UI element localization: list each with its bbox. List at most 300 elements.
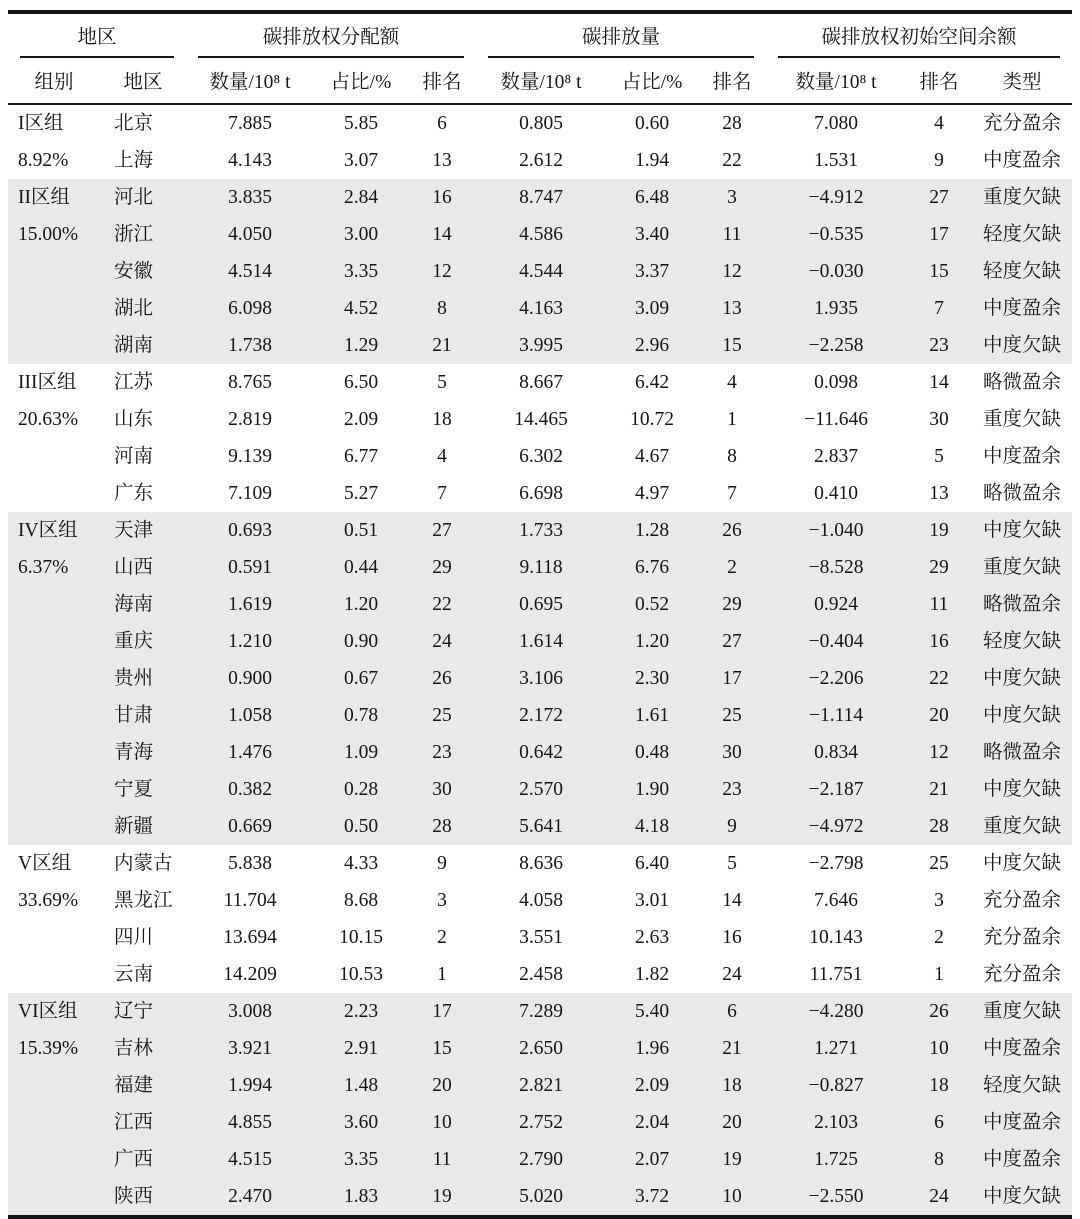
table-row [8, 956, 1072, 993]
sub-header-row [8, 58, 1072, 104]
balance-type-cell: 中度欠缺 [972, 327, 1072, 364]
alloc-share-cell: 1.09 [314, 734, 408, 771]
balance-type-cell: 轻度欠缺 [972, 253, 1072, 290]
balance-qty-cell: 2.837 [814, 446, 858, 467]
alloc-rank-cell: 20 [408, 1067, 476, 1104]
alloc-qty-cell: 6.098 [186, 290, 314, 327]
alloc-share-cell: 0.28 [314, 771, 408, 808]
table-row [8, 845, 1072, 882]
emis-qty-cell: 1.614 [476, 623, 606, 660]
balance-type-cell: 略微盈余 [983, 372, 1062, 393]
balance-type-cell: 重度欠缺 [972, 993, 1072, 1030]
balance-rank-cell: 3 [934, 890, 944, 911]
emis-rank-cell: 1 [727, 409, 737, 430]
alloc-qty-cell: 0.900 [186, 660, 314, 697]
group-label-cell [8, 993, 100, 1217]
alloc-share-cell: 2.09 [343, 409, 379, 430]
balance-rank-cell: 13 [929, 483, 949, 504]
emis-share-cell: 4.18 [606, 808, 698, 845]
balance-type-cell: 重度欠缺 [972, 808, 1072, 845]
balance-type-cell: 中度盈余 [972, 1104, 1072, 1141]
balance-rank-cell: 25 [929, 853, 949, 874]
col-header-region: 地区 [100, 58, 186, 104]
emis-share-cell: 3.72 [606, 1178, 698, 1217]
region-cell: 北京 [114, 113, 154, 134]
alloc-rank-cell: 27 [408, 512, 476, 549]
emis-share-cell: 0.48 [606, 734, 698, 771]
table-header [8, 12, 1072, 104]
balance-qty-cell: −1.114 [766, 697, 906, 734]
alloc-qty-cell: 0.382 [186, 771, 314, 808]
alloc-share-cell: 10.53 [339, 964, 383, 985]
region-cell: 江苏 [114, 372, 154, 393]
balance-qty-cell: −1.040 [766, 512, 906, 549]
region-cell: 山东 [114, 409, 154, 430]
balance-qty-cell: −0.827 [766, 1067, 906, 1104]
region-cell: 陕西 [100, 1178, 186, 1217]
region-cell: 江西 [100, 1104, 186, 1141]
emis-share-cell: 0.52 [606, 586, 698, 623]
alloc-rank-cell: 15 [408, 1030, 476, 1067]
alloc-rank-cell: 12 [408, 253, 476, 290]
alloc-qty-cell: 3.008 [186, 993, 314, 1030]
group-percent: 33.69% [18, 890, 79, 911]
col-header-alloc-qty: 数量/10⁸ t [186, 58, 314, 104]
alloc-rank-cell: 25 [408, 697, 476, 734]
table-body [8, 104, 1072, 1217]
alloc-qty-cell: 2.470 [186, 1178, 314, 1217]
group-name: III区组 [18, 372, 77, 393]
region-cell: 福建 [100, 1067, 186, 1104]
emis-rank-cell: 9 [698, 808, 766, 845]
balance-rank-cell: 18 [906, 1067, 972, 1104]
region-cell: 海南 [100, 586, 186, 623]
balance-rank-cell: 16 [906, 623, 972, 660]
balance-qty-cell: 2.103 [766, 1104, 906, 1141]
alloc-share-cell: 3.35 [314, 253, 408, 290]
balance-qty-cell: −2.187 [766, 771, 906, 808]
emis-rank-cell: 3 [698, 179, 766, 216]
group-percent: 15.39% [18, 1038, 79, 1059]
region-cell: 湖北 [100, 290, 186, 327]
table-row [8, 179, 1072, 216]
col-header-balance-rank: 排名 [906, 58, 972, 104]
alloc-rank-cell: 24 [408, 623, 476, 660]
alloc-rank-cell: 14 [408, 216, 476, 253]
region-cell: 宁夏 [100, 771, 186, 808]
emis-qty-cell: 2.172 [476, 697, 606, 734]
emis-share-cell: 1.94 [634, 150, 670, 171]
region-cell: 云南 [114, 964, 154, 985]
alloc-qty-cell: 5.838 [228, 853, 272, 874]
balance-qty-cell: −0.535 [766, 216, 906, 253]
group-percent: 20.63% [18, 409, 79, 430]
group-label-cell [8, 512, 100, 845]
alloc-share-cell: 1.20 [314, 586, 408, 623]
alloc-share-cell: 1.29 [314, 327, 408, 364]
alloc-qty-cell: 4.855 [186, 1104, 314, 1141]
alloc-rank-cell: 18 [432, 409, 452, 430]
balance-qty-cell: 1.725 [766, 1141, 906, 1178]
emis-rank-cell: 22 [722, 150, 742, 171]
region-cell: 内蒙古 [114, 853, 173, 874]
balance-type-cell: 轻度欠缺 [972, 623, 1072, 660]
balance-type-cell: 轻度欠缺 [972, 1067, 1072, 1104]
alloc-share-cell: 0.78 [314, 697, 408, 734]
emis-rank-cell: 16 [722, 927, 742, 948]
col-header-emis-qty: 数量/10⁸ t [476, 58, 606, 104]
alloc-qty-cell: 7.109 [228, 483, 272, 504]
emis-rank-cell: 8 [727, 446, 737, 467]
table-row [8, 1141, 1072, 1178]
emis-share-cell: 3.37 [606, 253, 698, 290]
emis-rank-cell: 21 [698, 1030, 766, 1067]
emis-share-cell: 6.42 [634, 372, 670, 393]
emis-qty-cell: 4.586 [476, 216, 606, 253]
table-row [8, 327, 1072, 364]
region-cell: 黑龙江 [114, 890, 173, 911]
emis-rank-cell: 24 [722, 964, 742, 985]
region-cell: 河北 [100, 179, 186, 216]
emis-share-cell: 1.20 [606, 623, 698, 660]
region-cell: 辽宁 [100, 993, 186, 1030]
balance-qty-cell: −11.646 [804, 409, 868, 430]
balance-rank-cell: 12 [906, 734, 972, 771]
alloc-share-cell: 1.83 [314, 1178, 408, 1217]
alloc-rank-cell: 7 [437, 483, 447, 504]
balance-rank-cell: 2 [934, 927, 944, 948]
balance-rank-cell: 23 [906, 327, 972, 364]
balance-rank-cell: 19 [906, 512, 972, 549]
emis-qty-cell: 2.650 [476, 1030, 606, 1067]
emis-qty-cell: 5.641 [476, 808, 606, 845]
region-cell: 贵州 [100, 660, 186, 697]
balance-qty-cell: −0.404 [766, 623, 906, 660]
balance-rank-cell: 15 [906, 253, 972, 290]
balance-type-cell: 中度欠缺 [983, 853, 1062, 874]
balance-type-cell: 中度欠缺 [972, 1178, 1072, 1217]
region-cell: 甘肃 [100, 697, 186, 734]
balance-type-cell: 充分盈余 [983, 964, 1062, 985]
balance-type-cell: 中度欠缺 [972, 660, 1072, 697]
balance-qty-cell: 1.271 [766, 1030, 906, 1067]
col-group-emissions: 碳排放量 [476, 12, 766, 58]
balance-rank-cell: 29 [906, 549, 972, 586]
emis-share-cell: 6.40 [634, 853, 670, 874]
balance-rank-cell: 27 [906, 179, 972, 216]
emis-rank-cell: 7 [727, 483, 737, 504]
group-name: IV区组 [18, 520, 78, 541]
emis-rank-cell: 2 [698, 549, 766, 586]
emis-share-cell: 2.09 [606, 1067, 698, 1104]
balance-type-cell: 中度欠缺 [972, 697, 1072, 734]
emis-qty-cell: 2.612 [519, 150, 563, 171]
emis-rank-cell: 30 [698, 734, 766, 771]
balance-type-cell: 中度盈余 [972, 1030, 1072, 1067]
group-name: II区组 [18, 187, 70, 208]
emis-share-cell: 6.76 [606, 549, 698, 586]
balance-rank-cell: 11 [906, 586, 972, 623]
alloc-share-cell: 2.84 [314, 179, 408, 216]
alloc-share-cell: 3.35 [314, 1141, 408, 1178]
balance-rank-cell: 20 [906, 697, 972, 734]
region-cell: 安徽 [100, 253, 186, 290]
group-label-cell [8, 104, 100, 179]
table-row [8, 808, 1072, 845]
carbon-allocation-table [8, 10, 1072, 1219]
alloc-rank-cell: 19 [408, 1178, 476, 1217]
alloc-rank-cell: 22 [408, 586, 476, 623]
balance-rank-cell: 17 [906, 216, 972, 253]
emis-qty-cell: 14.465 [514, 409, 568, 430]
alloc-rank-cell: 10 [408, 1104, 476, 1141]
table-row [8, 512, 1072, 549]
emis-rank-cell: 5 [727, 853, 737, 874]
alloc-qty-cell: 1.619 [186, 586, 314, 623]
region-cell: 广西 [100, 1141, 186, 1178]
table-row [8, 697, 1072, 734]
emis-rank-cell: 29 [698, 586, 766, 623]
alloc-rank-cell: 30 [408, 771, 476, 808]
balance-type-cell: 中度盈余 [972, 1141, 1072, 1178]
alloc-qty-cell: 4.143 [228, 150, 272, 171]
group-name: V区组 [18, 853, 72, 874]
alloc-share-cell: 3.60 [314, 1104, 408, 1141]
balance-type-cell: 略微盈余 [972, 734, 1072, 771]
balance-type-cell: 轻度欠缺 [972, 216, 1072, 253]
emis-rank-cell: 13 [698, 290, 766, 327]
balance-type-cell: 中度盈余 [972, 290, 1072, 327]
balance-qty-cell: −2.550 [766, 1178, 906, 1217]
balance-qty-cell: 1.531 [814, 150, 858, 171]
emis-qty-cell: 3.106 [476, 660, 606, 697]
group-label-cell [8, 364, 100, 512]
balance-type-cell: 重度欠缺 [972, 179, 1072, 216]
balance-rank-cell: 7 [906, 290, 972, 327]
emis-share-cell: 1.90 [606, 771, 698, 808]
alloc-qty-cell: 1.210 [186, 623, 314, 660]
alloc-share-cell: 0.90 [314, 623, 408, 660]
group-percent: 15.00% [18, 224, 79, 245]
alloc-qty-cell: 13.694 [223, 927, 277, 948]
balance-rank-cell: 1 [934, 964, 944, 985]
alloc-qty-cell: 2.819 [228, 409, 272, 430]
alloc-share-cell: 0.51 [314, 512, 408, 549]
alloc-qty-cell: 1.058 [186, 697, 314, 734]
emis-share-cell: 4.97 [634, 483, 670, 504]
emis-qty-cell: 2.790 [476, 1141, 606, 1178]
region-cell: 湖南 [100, 327, 186, 364]
alloc-rank-cell: 16 [408, 179, 476, 216]
table-row [8, 1030, 1072, 1067]
balance-type-cell: 中度欠缺 [972, 771, 1072, 808]
balance-qty-cell: 7.080 [814, 113, 858, 134]
alloc-rank-cell: 2 [437, 927, 447, 948]
group-percent: 8.92% [18, 150, 69, 171]
emis-rank-cell: 18 [698, 1067, 766, 1104]
table-row [8, 549, 1072, 586]
table-row [8, 586, 1072, 623]
emis-qty-cell: 3.551 [519, 927, 563, 948]
alloc-rank-cell: 8 [408, 290, 476, 327]
emis-qty-cell: 0.805 [519, 113, 563, 134]
balance-qty-cell: −4.280 [766, 993, 906, 1030]
alloc-qty-cell: 0.669 [186, 808, 314, 845]
alloc-share-cell: 2.23 [314, 993, 408, 1030]
region-cell: 天津 [100, 512, 186, 549]
emis-qty-cell: 0.695 [476, 586, 606, 623]
alloc-qty-cell: 4.514 [186, 253, 314, 290]
balance-type-cell: 充分盈余 [983, 927, 1062, 948]
table-row [8, 993, 1072, 1030]
balance-qty-cell: 0.924 [766, 586, 906, 623]
region-cell: 广东 [114, 483, 154, 504]
alloc-share-cell: 0.44 [314, 549, 408, 586]
emis-share-cell: 1.96 [606, 1030, 698, 1067]
emis-qty-cell: 9.118 [476, 549, 606, 586]
emis-qty-cell: 4.058 [519, 890, 563, 911]
emis-share-cell: 1.82 [634, 964, 670, 985]
table-row [8, 364, 1072, 401]
region-cell: 浙江 [100, 216, 186, 253]
alloc-qty-cell: 7.885 [228, 113, 272, 134]
emis-share-cell: 3.09 [606, 290, 698, 327]
emis-rank-cell: 11 [698, 216, 766, 253]
alloc-share-cell: 1.48 [314, 1067, 408, 1104]
region-cell: 四川 [114, 927, 154, 948]
col-header-alloc-rank: 排名 [408, 58, 476, 104]
balance-qty-cell: −8.528 [766, 549, 906, 586]
emis-share-cell: 4.67 [634, 446, 670, 467]
balance-rank-cell: 30 [929, 409, 949, 430]
alloc-rank-cell: 21 [408, 327, 476, 364]
alloc-rank-cell: 3 [437, 890, 447, 911]
alloc-rank-cell: 9 [437, 853, 447, 874]
balance-type-cell: 略微盈余 [972, 586, 1072, 623]
balance-qty-cell: 7.646 [814, 890, 858, 911]
alloc-rank-cell: 13 [432, 150, 452, 171]
alloc-rank-cell: 29 [408, 549, 476, 586]
emis-rank-cell: 19 [698, 1141, 766, 1178]
balance-type-cell: 重度欠缺 [972, 549, 1072, 586]
balance-qty-cell: −2.206 [766, 660, 906, 697]
emis-rank-cell: 23 [698, 771, 766, 808]
emis-qty-cell: 5.020 [476, 1178, 606, 1217]
emis-rank-cell: 25 [698, 697, 766, 734]
col-header-emis-share: 占比/% [606, 58, 698, 104]
emis-qty-cell: 6.302 [519, 446, 563, 467]
region-cell: 河南 [114, 446, 154, 467]
emis-share-cell: 3.01 [634, 890, 670, 911]
group-percent: 6.37% [18, 557, 69, 578]
alloc-qty-cell: 1.738 [186, 327, 314, 364]
table-row [8, 1104, 1072, 1141]
region-cell: 青海 [100, 734, 186, 771]
emis-rank-cell: 14 [722, 890, 742, 911]
table-row [8, 104, 1072, 142]
emis-share-cell: 2.63 [634, 927, 670, 948]
alloc-share-cell: 4.52 [314, 290, 408, 327]
col-group-allocation: 碳排放权分配额 [186, 12, 476, 58]
balance-rank-cell: 14 [929, 372, 949, 393]
balance-rank-cell: 24 [906, 1178, 972, 1217]
alloc-qty-cell: 0.591 [186, 549, 314, 586]
emis-qty-cell: 1.733 [476, 512, 606, 549]
emis-qty-cell: 7.289 [476, 993, 606, 1030]
table-row [8, 882, 1072, 919]
region-cell: 吉林 [100, 1030, 186, 1067]
emis-qty-cell: 4.544 [476, 253, 606, 290]
balance-rank-cell: 21 [906, 771, 972, 808]
emis-share-cell: 1.61 [606, 697, 698, 734]
emis-qty-cell: 2.821 [476, 1067, 606, 1104]
balance-qty-cell: 10.143 [809, 927, 863, 948]
table-row [8, 253, 1072, 290]
table-row [8, 660, 1072, 697]
emis-share-cell: 2.07 [606, 1141, 698, 1178]
emis-rank-cell: 10 [698, 1178, 766, 1217]
group-label-cell [8, 845, 100, 993]
emis-rank-cell: 17 [698, 660, 766, 697]
alloc-rank-cell: 23 [408, 734, 476, 771]
alloc-share-cell: 3.07 [343, 150, 379, 171]
emis-share-cell: 1.28 [606, 512, 698, 549]
alloc-rank-cell: 6 [437, 113, 447, 134]
alloc-share-cell: 8.68 [343, 890, 379, 911]
emis-share-cell: 6.48 [606, 179, 698, 216]
table-row [8, 401, 1072, 438]
alloc-qty-cell: 1.476 [186, 734, 314, 771]
balance-qty-cell: −4.972 [766, 808, 906, 845]
emis-rank-cell: 12 [698, 253, 766, 290]
emis-share-cell: 2.30 [606, 660, 698, 697]
table-row [8, 919, 1072, 956]
region-cell: 上海 [114, 150, 154, 171]
emis-qty-cell: 6.698 [519, 483, 563, 504]
balance-type-cell: 充分盈余 [983, 890, 1062, 911]
alloc-share-cell: 10.15 [339, 927, 383, 948]
emis-rank-cell: 15 [698, 327, 766, 364]
balance-rank-cell: 22 [906, 660, 972, 697]
table-row [8, 1067, 1072, 1104]
balance-qty-cell: 0.834 [766, 734, 906, 771]
alloc-rank-cell: 17 [408, 993, 476, 1030]
col-header-emis-rank: 排名 [698, 58, 766, 104]
alloc-share-cell: 5.27 [343, 483, 379, 504]
emis-qty-cell: 4.163 [476, 290, 606, 327]
emis-qty-cell: 3.995 [476, 327, 606, 364]
balance-qty-cell: −0.030 [766, 253, 906, 290]
alloc-qty-cell: 3.835 [186, 179, 314, 216]
emis-qty-cell: 8.667 [519, 372, 563, 393]
balance-type-cell: 充分盈余 [983, 113, 1062, 134]
balance-rank-cell: 6 [906, 1104, 972, 1141]
group-name: I区组 [18, 113, 64, 134]
alloc-qty-cell: 4.050 [186, 216, 314, 253]
alloc-qty-cell: 4.515 [186, 1141, 314, 1178]
alloc-share-cell: 5.85 [343, 113, 379, 134]
balance-rank-cell: 28 [906, 808, 972, 845]
balance-qty-cell: −2.798 [808, 853, 864, 874]
balance-qty-cell: 0.098 [814, 372, 858, 393]
table-row [8, 290, 1072, 327]
table-row [8, 734, 1072, 771]
balance-rank-cell: 8 [906, 1141, 972, 1178]
emis-qty-cell: 2.570 [476, 771, 606, 808]
alloc-qty-cell: 1.994 [186, 1067, 314, 1104]
emis-qty-cell: 8.747 [476, 179, 606, 216]
emis-rank-cell: 27 [698, 623, 766, 660]
